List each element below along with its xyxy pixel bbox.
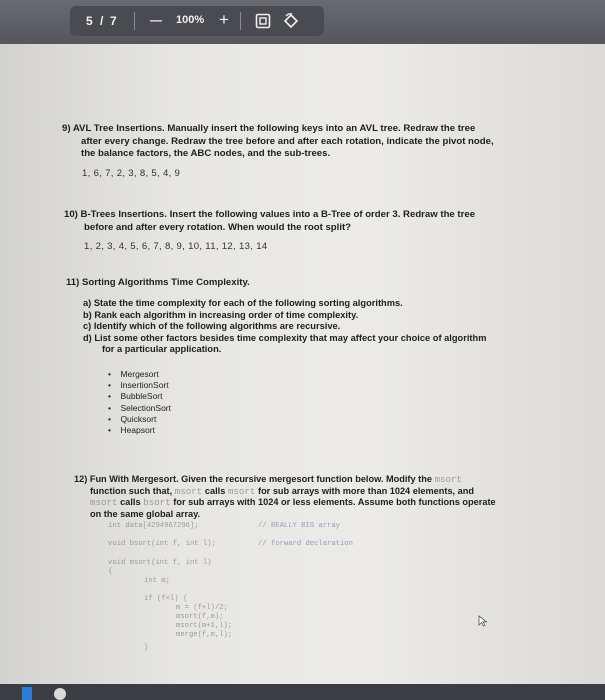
code-line: { [108, 568, 113, 576]
rotate-icon[interactable] [283, 13, 299, 34]
q10-line2: before and after every rotation. When would the root split? [84, 221, 352, 233]
code-line: void bsort(int f, int l); [108, 540, 216, 548]
q10-line1: 10) B-Trees Insertions. Insert the following values into a B-Tree of order 3. Redraw the tree [64, 209, 476, 220]
q9-line3: the balance factors, the ABC nodes, and the sub-trees. [81, 148, 331, 159]
list-item: • Quicksort [108, 413, 157, 424]
q11-title: 11) Sorting Algorithms Time Complexity. [66, 277, 250, 288]
zoom-level[interactable]: 100% [176, 14, 205, 26]
q10-keys: 1, 2, 3, 4, 5, 6, 7, 8, 9, 10, 11, 12, 13, 14 [84, 241, 268, 252]
code-comment: // forward declaration [258, 540, 353, 548]
page-number-input[interactable]: 5 [86, 14, 93, 28]
q11-item-c: c) Identify which of the following algorithms are recursive. [83, 321, 341, 332]
question-10 [64, 209, 475, 234]
page-total: 7 [110, 14, 117, 28]
q11-item-b: b) Rank each algorithm in increasing order of time complexity. [83, 309, 359, 320]
q11-item-a: a) State the time complexity for each of the following sorting algorithms. [83, 298, 403, 308]
fit-page-icon[interactable] [255, 13, 271, 34]
code-line: msort(f,m); [176, 613, 224, 621]
q9-line1: 9) AVL Tree Insertions. Manually insert the following keys into an AVL tree. Redraw the tree [62, 123, 476, 134]
question-9 [62, 123, 494, 161]
browser-icon[interactable] [54, 688, 66, 700]
code-line: msort(m+1,l); [176, 622, 233, 630]
cursor-icon [478, 614, 488, 632]
document-page [0, 44, 605, 684]
page-separator: / [100, 14, 104, 28]
algorithm-list [108, 369, 171, 436]
q11-item-d-cont: for a particular application. [102, 344, 222, 355]
code-line: int m; [144, 577, 170, 585]
pdf-toolbar [0, 0, 605, 44]
code-line: if (f<l) { [144, 595, 188, 603]
code-comment: // REALLY BIG array [258, 522, 340, 530]
q12-line2: function such that, msort calls msort for sub arrays with more than 1024 elements, and [90, 485, 474, 497]
q12-line4: on the same global array. [90, 508, 201, 519]
q9-keys: 1, 6, 7, 2, 3, 8, 5, 4, 9 [82, 168, 181, 179]
app-icon[interactable] [22, 687, 32, 700]
code-line: } [144, 644, 149, 652]
code-block [108, 522, 353, 657]
question-12 [74, 474, 496, 520]
list-item: • InsertionSort [108, 380, 169, 391]
code-line: void msort(int f, int l) [108, 559, 212, 567]
list-item: • BubbleSort [108, 391, 163, 402]
list-item: • Mergesort [108, 369, 159, 379]
zoom-out-button[interactable]: — [150, 13, 162, 27]
q12-line3: msort calls bsort for sub arrays with 1024 or less elements. Assume both functions operate [90, 497, 496, 509]
code-line: m = (f+l)/2; [176, 604, 228, 612]
list-item: • Heapsort [108, 425, 155, 436]
toolbar-divider [134, 12, 135, 30]
q9-line2: after every change. Redraw the tree before and after each rotation, indicate the pivot node, [81, 135, 494, 147]
code-line: merge(f,m,l); [176, 631, 233, 639]
code-line: int data[4294967296]; [108, 522, 199, 530]
q11-item-d: d) List some other factors besides time complexity that may affect your choice of algorithm [83, 332, 487, 343]
taskbar [0, 684, 605, 700]
list-item: • SelectionSort [108, 402, 171, 413]
zoom-in-button[interactable]: + [219, 10, 229, 29]
q11-items [83, 298, 486, 356]
toolbar-divider-2 [240, 12, 241, 30]
q12-line1: 12) Fun With Mergesort. Given the recursive mergesort function below. Modify the msort [74, 474, 463, 485]
